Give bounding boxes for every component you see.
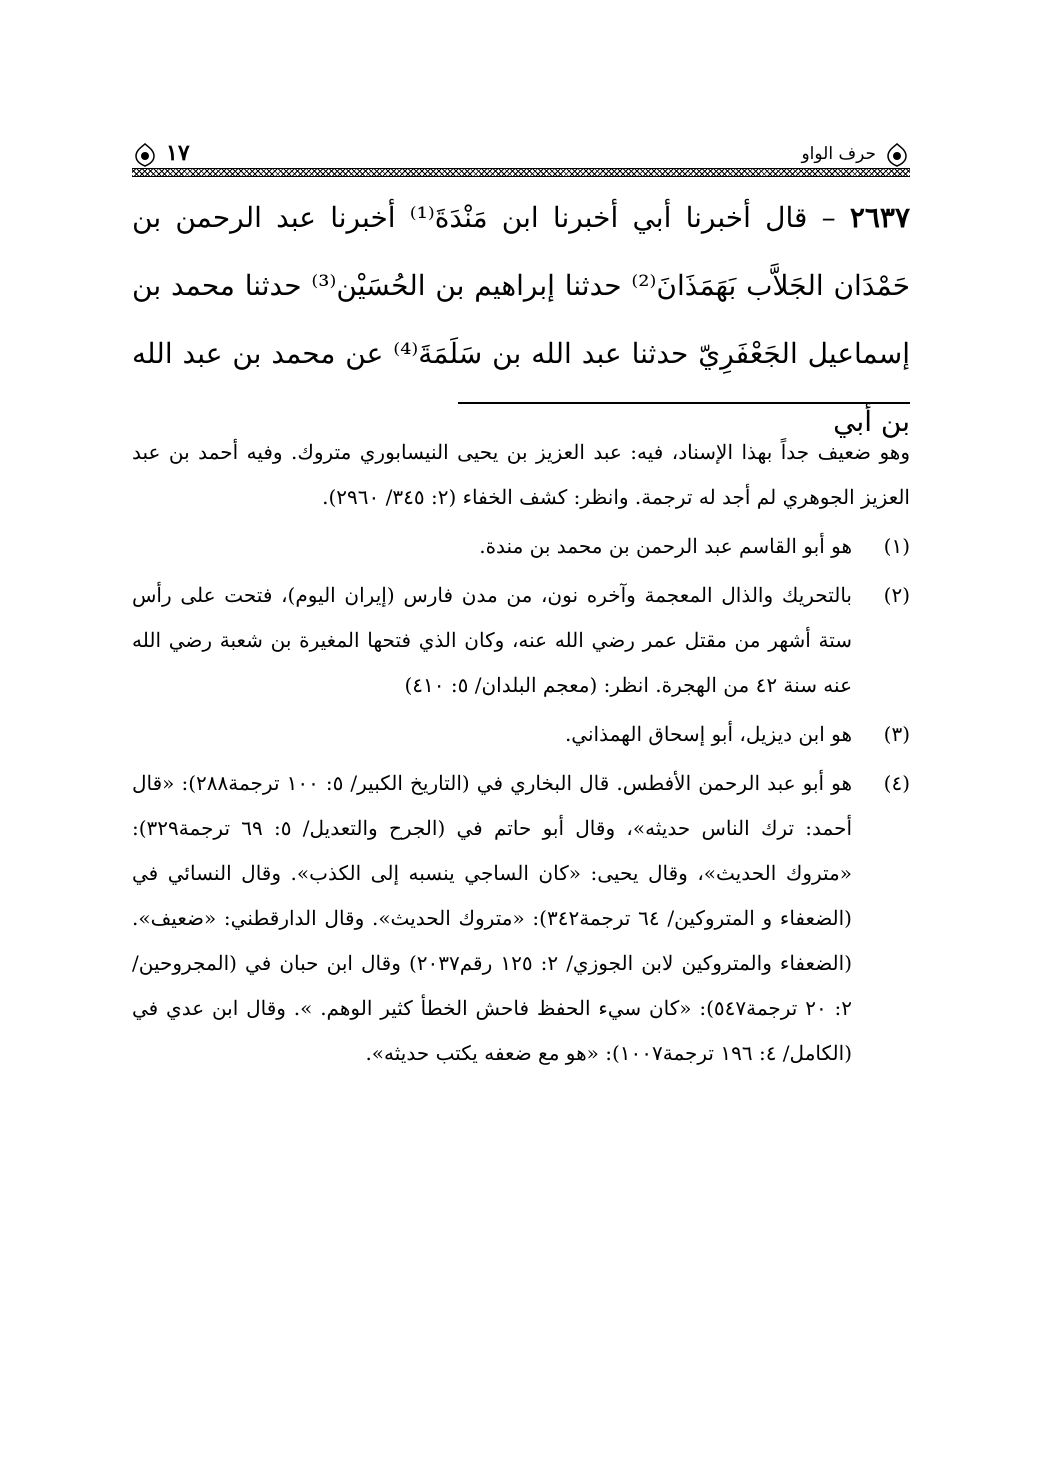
footnote-number: (٤): [883, 771, 910, 795]
footnote-text: هو أبو القاسم عبد الرحمن بن محمد بن مندة.: [479, 534, 852, 558]
footnote-item: [132, 524, 910, 569]
main-text: [132, 184, 910, 456]
ornament-icon: [884, 142, 910, 168]
footnote-text: هو أبو عبد الرحمن الأفطس. قال البخاري في (التاريخ الكبير/ ٥: ١٠٠ ترجمة٢٨٨): «قال أحمد: ترك الناس حديثه»، وقال أبو حاتم في (الجرح والتعديل/ ٥: ٦٩ ترجمة٣٢٩): «متروك الحديث»، وقال يحيى: «كان الساجي ينسبه إلى الكذب». وقال النسائي في (الضعفاء و المتروكين/ ٦٤ ترجمة٣٤٢): «متروك الحديث». وقال الدارقطني: «ضعيف». (الضعفاء والمتروكين لابن الجوزي/ ٢: ١٢٥ رقم٢٠٣٧) وقال ابن حبان في (المجروحين/ ٢: ٢٠ ترجمة٥٤٧): «كان سيء الحفظ فاحش الخطأ كثير الوهم. ». وقال ابن عدي في (الكامل/ ٤: ١٩٦ ترجمة١٠٠٧): «هو مع ضعفه يكتب حديثه».: [132, 771, 853, 1065]
page-number: ١٧: [166, 140, 190, 166]
header-rule: [132, 168, 910, 177]
hadith-number: ٢٦٣٧: [849, 201, 910, 234]
footnote-number: (١): [883, 534, 910, 558]
footnote-text: هو ابن ديزيل، أبو إسحاق الهمذاني.: [564, 722, 852, 746]
footnote-item: [132, 712, 910, 757]
ornament-icon: [132, 142, 158, 168]
footnote-item: [132, 573, 910, 708]
footnote-text: بالتحريك والذال المعجمة وآخره نون، من مدن فارس (إيران اليوم)، فتحت على رأس ستة أشهر من مقتل عمر رضي الله عنه، وكان الذي فتحها المغيرة بن شعبة رضي الله عنه سنة ٤٢ من الهجرة. انظر: (معجم البلدان/ ٥: ٤١٠): [132, 583, 852, 697]
footnote-item: [132, 761, 910, 1076]
footnote-separator: [458, 402, 910, 404]
running-title: حرف الواو: [801, 144, 876, 164]
footnote-number: (٢): [883, 583, 910, 607]
page-header: [132, 138, 910, 178]
footnotes: [132, 430, 910, 1080]
footnote-number: (٣): [883, 722, 910, 746]
hadith-text: – قال أخبرنا أبي أخبرنا ابن مَنْدَةَ⁽¹⁾ أخبرنا عبد الرحمن بن حَمْدَان الجَلاَّب بَهَمَذَانَ⁽²⁾ حدثنا إبراهيم بن الحُسَيْن⁽³⁾ حدثنا محمد بن إسماعيل الجَعْفَرِيّ حدثنا عبد الله بن سَلَمَةَ⁽⁴⁾ عن محمد بن عبد الله بن أبي: [132, 201, 911, 438]
footnote-intro: وهو ضعيف جداً بهذا الإسناد، فيه: عبد العزيز بن يحيى النيسابوري متروك. وفيه أحمد بن عبد العزيز الجوهري لم أجد له ترجمة. وانظر: كشف الخفاء (٢: ٣٤٥/ ٢٩٦٠).: [132, 440, 910, 509]
